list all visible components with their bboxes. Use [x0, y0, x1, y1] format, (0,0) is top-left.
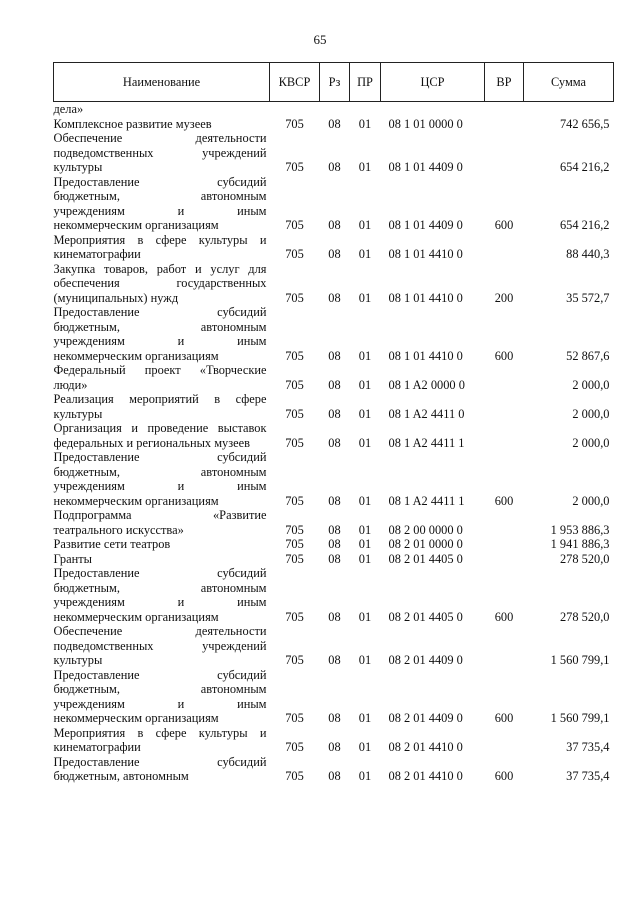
row-pr: 01 — [358, 740, 372, 754]
row-vr — [485, 392, 524, 421]
row-name-line: учреждениям и иным — [53, 479, 267, 493]
row-kvsr: 705 — [285, 769, 304, 783]
row-kvsr: 705 — [285, 522, 304, 537]
row-name-line: некоммерческим организациям — [53, 609, 219, 624]
table-body — [54, 102, 614, 784]
row-rz: 08 — [328, 435, 341, 450]
row-rz — [320, 102, 350, 117]
row-name-line: культуры — [53, 160, 103, 174]
row-kvsr: 705 — [285, 493, 304, 508]
row-vr — [485, 624, 524, 668]
table-row — [54, 755, 614, 784]
row-kvsr: 705 — [285, 247, 304, 261]
table-row — [54, 363, 614, 392]
row-name-line: Организация и проведение выставок — [53, 421, 267, 435]
header-rz: Рз — [320, 63, 350, 102]
row-name-line: учреждениям и иным — [53, 203, 267, 218]
row-csr — [381, 102, 485, 117]
table-row — [54, 175, 614, 233]
table-row — [54, 233, 614, 262]
row-sum: 37 735,4 — [566, 769, 610, 783]
row-name-line: Развитие сети театров — [53, 537, 171, 551]
row-rz: 08 — [328, 609, 341, 624]
row-kvsr: 705 — [285, 116, 304, 131]
row-csr: 08 1 A2 4411 1 — [388, 493, 465, 508]
table-row — [54, 421, 614, 450]
row-vr — [485, 363, 524, 392]
row-pr: 01 — [358, 537, 372, 551]
row-vr — [485, 421, 524, 450]
row-name-line: Обеспечение деятельности — [53, 624, 267, 638]
header-name: Наименование — [54, 63, 270, 102]
row-vr: 600 — [494, 769, 514, 783]
row-name — [54, 117, 270, 132]
row-csr: 08 2 01 4409 0 — [388, 711, 463, 725]
row-name-line: бюджетным, автономным — [53, 682, 267, 696]
table-row — [54, 624, 614, 668]
row-name — [54, 552, 270, 567]
table-row — [54, 131, 614, 175]
row-csr: 08 1 A2 4411 0 — [388, 406, 465, 421]
row-pr: 01 — [358, 493, 372, 508]
row-name-line: кинематографии — [53, 247, 141, 261]
row-kvsr: 705 — [285, 377, 304, 392]
row-rz: 08 — [328, 711, 341, 725]
row-csr: 08 1 01 4409 0 — [388, 160, 463, 174]
row-name-line: подведомственных учреждений — [53, 638, 267, 653]
row-csr: 08 2 01 4409 0 — [388, 653, 463, 667]
row-csr: 08 1 01 4410 0 — [388, 247, 463, 261]
row-csr: 08 1 A2 4411 1 — [388, 435, 465, 450]
row-name-line: (муниципальных) нужд — [53, 290, 179, 305]
row-rz: 08 — [328, 348, 341, 363]
row-name — [54, 668, 270, 726]
row-rz: 08 — [328, 247, 341, 261]
row-sum: 88 440,3 — [566, 247, 610, 261]
row-name-line: Реализация мероприятий в сфере — [53, 392, 267, 406]
row-csr: 08 1 01 0000 0 — [388, 116, 463, 131]
row-name-line: федеральных и региональных музеев — [53, 435, 250, 450]
row-vr — [485, 102, 524, 117]
row-name-line: Мероприятия в сфере культуры и — [53, 725, 267, 740]
table-row — [54, 726, 614, 755]
row-name-line: Предоставление субсидий — [53, 566, 267, 580]
row-name-line: некоммерческим организациям — [53, 493, 219, 508]
row-name-line: театрального искусства» — [53, 522, 184, 537]
row-name — [54, 392, 270, 421]
row-vr — [485, 552, 524, 567]
row-name-line: Мероприятия в сфере культуры и — [53, 232, 267, 247]
row-kvsr: 705 — [285, 435, 304, 450]
row-name-line: культуры — [53, 653, 103, 667]
row-name-line: Предоставление субсидий — [53, 667, 267, 682]
row-name-line: культуры — [53, 406, 103, 421]
row-kvsr: 705 — [285, 711, 304, 725]
row-rz: 08 — [328, 406, 341, 421]
row-sum: 37 735,4 — [566, 740, 610, 754]
table-row — [54, 305, 614, 363]
row-sum: 52 867,6 — [566, 348, 610, 363]
table-row — [54, 552, 614, 567]
row-name-line: Подпрограмма «Развитие — [53, 508, 267, 522]
table-row — [54, 668, 614, 726]
row-name — [54, 450, 270, 508]
header-vr: ВР — [485, 63, 524, 102]
row-pr: 01 — [358, 218, 372, 232]
row-rz: 08 — [328, 218, 341, 232]
row-name-line: учреждениям и иным — [53, 595, 267, 609]
row-kvsr: 705 — [285, 406, 304, 421]
table-row — [54, 392, 614, 421]
page-number: 65 — [313, 32, 327, 47]
row-sum: 35 572,7 — [566, 290, 610, 305]
header-kvsr: КВСР — [270, 63, 320, 102]
row-kvsr: 705 — [285, 290, 304, 305]
row-name-line: бюджетным, автономным — [53, 189, 267, 203]
row-name-line: некоммерческим организациям — [53, 711, 219, 725]
row-csr: 08 1 01 4410 0 — [388, 348, 463, 363]
row-kvsr: 705 — [285, 740, 304, 754]
row-kvsr: 705 — [285, 218, 304, 232]
row-sum: 654 216,2 — [559, 160, 610, 174]
row-name — [54, 262, 270, 306]
row-name — [54, 102, 270, 117]
row-vr — [485, 117, 524, 132]
header-csr: ЦСР — [381, 63, 485, 102]
row-sum: 1 560 799,1 — [550, 653, 610, 667]
row-name — [54, 421, 270, 450]
row-pr: 01 — [358, 522, 372, 537]
row-name-line: кинематографии — [53, 740, 141, 754]
row-rz: 08 — [328, 537, 341, 551]
row-csr: 08 2 01 4410 0 — [388, 740, 463, 754]
row-name-line: Закупка товаров, работ и услуг для — [53, 261, 267, 276]
budget-table — [53, 62, 614, 784]
row-pr: 01 — [358, 769, 372, 783]
row-vr: 200 — [494, 290, 514, 305]
row-sum: 742 656,5 — [559, 116, 610, 131]
row-vr: 600 — [494, 218, 514, 232]
row-rz: 08 — [328, 740, 341, 754]
row-sum: 2 000,0 — [572, 377, 610, 392]
row-pr: 01 — [358, 711, 372, 725]
table-row — [54, 262, 614, 306]
row-sum: 1 560 799,1 — [550, 711, 610, 725]
row-csr: 08 1 A2 0000 0 — [388, 377, 465, 392]
row-pr: 01 — [358, 348, 372, 363]
row-vr — [485, 726, 524, 755]
row-kvsr: 705 — [285, 537, 304, 551]
header-pr: ПР — [350, 63, 381, 102]
row-name — [54, 624, 270, 668]
row-sum: 2 000,0 — [572, 435, 610, 450]
row-rz: 08 — [328, 653, 341, 667]
row-pr: 01 — [358, 160, 372, 174]
row-name — [54, 131, 270, 175]
row-rz: 08 — [328, 769, 341, 783]
row-csr: 08 2 01 0000 0 — [388, 537, 463, 551]
row-name-line: учреждениям и иным — [53, 334, 267, 348]
row-kvsr: 705 — [285, 653, 304, 667]
row-pr: 01 — [358, 247, 372, 261]
table-header-row — [54, 63, 614, 102]
row-pr: 01 — [358, 609, 372, 624]
row-vr: 600 — [494, 493, 514, 508]
row-vr — [485, 131, 524, 175]
row-vr: 600 — [494, 609, 514, 624]
row-name — [54, 233, 270, 262]
row-rz: 08 — [328, 377, 341, 392]
row-name-line: дела» — [53, 102, 84, 116]
row-kvsr — [270, 102, 320, 117]
row-name-line: Предоставление субсидий — [53, 174, 267, 189]
row-pr: 01 — [358, 377, 372, 392]
row-kvsr: 705 — [285, 160, 304, 174]
table-row — [54, 508, 614, 537]
table-row — [54, 102, 614, 117]
row-csr: 08 1 01 4410 0 — [388, 290, 463, 305]
row-name-line: Федеральный проект «Творческие — [53, 363, 267, 377]
row-vr: 600 — [494, 348, 514, 363]
row-pr: 01 — [358, 116, 372, 131]
row-vr: 600 — [494, 711, 514, 725]
row-vr — [485, 233, 524, 262]
row-name-line: люди» — [53, 377, 88, 392]
row-name-line: Гранты — [53, 551, 92, 566]
row-name-line: бюджетным, автономным — [53, 464, 267, 479]
row-name-line: Обеспечение деятельности — [53, 131, 267, 145]
table-row — [54, 566, 614, 624]
row-name-line: обеспечения государственных — [53, 276, 267, 290]
row-sum: 278 520,0 — [559, 551, 610, 566]
row-rz: 08 — [328, 116, 341, 131]
row-rz: 08 — [328, 493, 341, 508]
row-kvsr: 705 — [285, 609, 304, 624]
row-pr: 01 — [358, 406, 372, 421]
row-rz: 08 — [328, 290, 341, 305]
row-csr: 08 2 01 4410 0 — [388, 769, 463, 783]
row-csr: 08 2 01 4405 0 — [388, 609, 463, 624]
row-name-line: бюджетным, автономным — [53, 319, 267, 334]
row-name — [54, 726, 270, 755]
row-vr — [485, 537, 524, 552]
row-name — [54, 566, 270, 624]
row-csr: 08 2 00 0000 0 — [388, 522, 463, 537]
row-name — [54, 508, 270, 537]
row-pr: 01 — [358, 653, 372, 667]
row-name-line: некоммерческим организациям — [53, 218, 219, 232]
row-name — [54, 537, 270, 552]
row-name — [54, 175, 270, 233]
row-name — [54, 305, 270, 363]
row-pr: 01 — [358, 435, 372, 450]
row-sum — [524, 102, 614, 117]
row-csr: 08 1 01 4409 0 — [388, 218, 463, 232]
row-name-line: некоммерческим организациям — [53, 348, 219, 363]
row-kvsr: 705 — [285, 348, 304, 363]
row-rz: 08 — [328, 160, 341, 174]
row-pr — [350, 102, 381, 117]
table-row — [54, 450, 614, 508]
row-sum: 654 216,2 — [559, 218, 610, 232]
row-rz: 08 — [328, 551, 341, 566]
row-rz: 08 — [328, 522, 341, 537]
row-sum: 278 520,0 — [559, 609, 610, 624]
row-pr: 01 — [358, 551, 372, 566]
row-name-line: бюджетным, автономным — [53, 769, 189, 783]
row-name-line: Предоставление субсидий — [53, 450, 267, 464]
header-sum: Сумма — [524, 63, 614, 102]
table-row — [54, 537, 614, 552]
row-sum: 2 000,0 — [572, 406, 610, 421]
row-name-line: Предоставление субсидий — [53, 305, 267, 319]
row-name-line: Комплексное развитие музеев — [53, 116, 212, 131]
row-vr — [485, 508, 524, 537]
row-csr: 08 2 01 4405 0 — [388, 551, 463, 566]
row-name-line: Предоставление субсидий — [53, 754, 267, 769]
row-kvsr: 705 — [285, 551, 304, 566]
row-pr: 01 — [358, 290, 372, 305]
row-sum: 1 953 886,3 — [550, 522, 610, 537]
row-name-line: бюджетным, автономным — [53, 580, 267, 595]
row-name — [54, 363, 270, 392]
row-sum: 2 000,0 — [572, 493, 610, 508]
row-sum: 1 941 886,3 — [550, 537, 610, 551]
row-name-line: подведомственных учреждений — [53, 145, 267, 160]
table-row — [54, 117, 614, 132]
row-name — [54, 755, 270, 784]
row-name-line: учреждениям и иным — [53, 696, 267, 711]
